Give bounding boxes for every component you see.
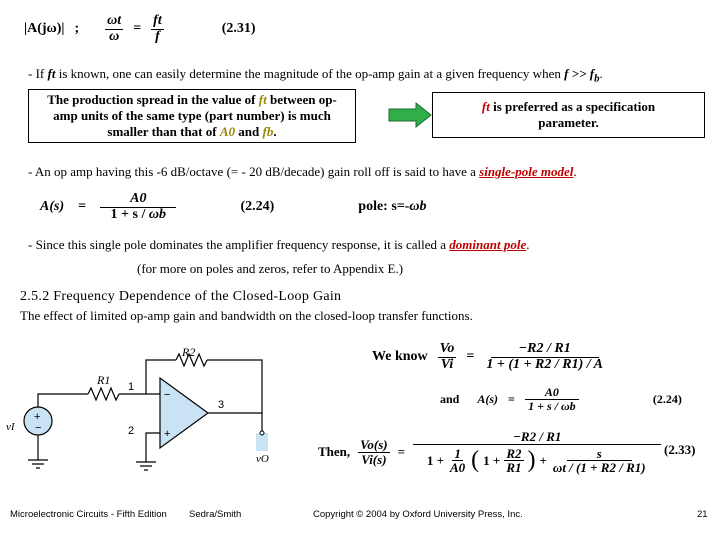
and-equation <box>440 386 682 412</box>
gain-fraction <box>484 342 605 372</box>
footer-copyright: Copyright © 2004 by Oxford University Press, Inc. <box>313 509 523 520</box>
line3-end: . <box>526 237 530 252</box>
frac-num: ωt <box>107 13 122 28</box>
frac-den: f <box>155 28 160 44</box>
vi-label: vI <box>6 421 15 433</box>
box-left-line-3 <box>29 124 355 140</box>
and-lhs: A(s) <box>477 391 499 406</box>
box-left-end: . <box>273 124 277 139</box>
ground-symbol <box>28 460 48 468</box>
frac-num: s <box>567 447 632 462</box>
line2-text: - An op amp having this -6 dB/octave (= - 20 dB/decade) gain roll off is said to have a <box>28 164 476 179</box>
and-eq-number: (2.24) <box>652 391 682 406</box>
then-plus: + <box>539 452 547 468</box>
paren-one: 1 + <box>483 452 501 468</box>
r2-label: R2 <box>182 345 196 359</box>
equals-sign: = <box>133 21 142 37</box>
one-over-a0 <box>448 447 467 475</box>
vo-marker <box>256 433 268 451</box>
s-fraction <box>551 447 648 475</box>
source-plus: + <box>34 411 41 423</box>
box-left-a0: A0 <box>219 124 236 139</box>
eq224-den <box>109 208 168 223</box>
eq224-fraction <box>100 192 176 222</box>
frac-num: ft <box>153 13 162 28</box>
frac-num: Vo <box>439 341 455 356</box>
eq224-lhs: A(s) <box>40 199 65 215</box>
text-line-3 <box>28 237 529 253</box>
node-3-label: 3 <box>218 399 225 411</box>
then-one: 1 + <box>426 452 444 468</box>
box-left-ft: ft <box>258 92 267 107</box>
resistor-r1 <box>88 388 119 400</box>
equation-2-24 <box>40 192 427 222</box>
frac-num: −R2 / R1 <box>413 430 661 445</box>
line2-end: . <box>573 164 577 179</box>
eq-sign: = <box>466 349 475 365</box>
frac-den: A0 <box>449 460 466 476</box>
eq224-num: A0 <box>100 192 176 208</box>
footer-authors: Sedra/Smith <box>189 509 242 520</box>
section-heading: 2.5.2 Frequency Dependence of the Closed-Loop Gain <box>20 289 342 304</box>
single-pole-model: single-pole model <box>479 164 574 179</box>
box-left-text: between op- <box>269 92 337 107</box>
noninverting-sign: + <box>164 428 171 440</box>
and-label: and <box>440 391 460 406</box>
paren-close: ) <box>527 447 536 474</box>
vo-label: vO <box>256 453 269 465</box>
line3-text: - Since this single pole dominates the amplifier frequency response, it is called a <box>28 237 447 252</box>
line1-text: is known, one can easily determine the magnitude of the op-amp gain at a given frequency when <box>58 66 561 81</box>
box-left-line-1 <box>29 92 355 108</box>
box-left-text: smaller than that of <box>107 124 217 139</box>
frac-den: 1 + (1 + R2 / R1) / A <box>486 356 603 372</box>
box-left-line-2: amp units of the same type (part number) is much <box>53 108 331 123</box>
inverting-sign: − <box>164 389 171 401</box>
node-1-label: 1 <box>128 381 135 393</box>
then-denominator <box>425 445 650 475</box>
r2-over-r1 <box>504 447 523 475</box>
equation-2-33-number: (2.33) <box>664 442 696 457</box>
eq224-den-a: 1 + s / <box>110 206 146 222</box>
eq224-number: (2.24) <box>240 199 275 215</box>
output-wire <box>208 413 262 433</box>
r1-label: R1 <box>97 373 111 387</box>
line1-ft: ft <box>47 66 56 81</box>
frac-num: A0 <box>525 386 579 400</box>
box-right-text: is preferred as a specification <box>493 99 656 114</box>
box-left-text: and <box>238 124 260 139</box>
paren-open: ( <box>471 447 480 474</box>
dominant-pole: dominant pole <box>449 237 527 252</box>
eq-lhs: |A(jω)| <box>24 21 65 37</box>
noninv-wire <box>146 433 160 462</box>
eq-separator: ; <box>74 21 80 37</box>
footer-page-number: 21 <box>697 509 708 520</box>
ground-symbol <box>136 462 156 470</box>
frac-num: R2 <box>506 445 522 461</box>
then-label: Then, <box>318 444 351 460</box>
we-know-equation <box>372 342 605 372</box>
fraction-f <box>151 14 164 44</box>
section-subheading: The effect of limited op-amp gain and bandwidth on the closed-loop transfer functions. <box>20 308 473 323</box>
pole-text: pole: s=- <box>358 199 410 215</box>
text-line-1 <box>28 66 603 85</box>
frac-den: Vi <box>440 356 454 372</box>
output-terminal <box>260 431 264 435</box>
input-wire <box>38 394 88 407</box>
eq-sign: = <box>508 391 515 406</box>
equation-number: (2.31) <box>221 21 256 37</box>
equation-2-31 <box>24 14 256 44</box>
node-2-label: 2 <box>128 425 135 437</box>
production-spread-box <box>28 89 356 143</box>
footer-book: Microelectronic Circuits - Fifth Edition <box>10 509 167 520</box>
box-left-fb: fb <box>262 124 274 139</box>
frac-den: Vi(s) <box>361 451 387 467</box>
eq-sign: = <box>397 444 406 460</box>
pole-value: ωb <box>409 199 427 215</box>
fraction-omega <box>105 14 123 44</box>
then-equation <box>318 430 661 475</box>
and-fraction <box>525 386 579 412</box>
feedback-wire-right <box>207 360 262 413</box>
then-lhs-fraction <box>358 438 389 466</box>
box-right-ft: ft <box>481 99 490 114</box>
box-right-line-2: parameter. <box>538 115 599 130</box>
we-know-label: We know <box>372 349 428 365</box>
frac-den: R1 <box>506 460 522 476</box>
frac-den: 1 + s / ωb <box>528 398 576 413</box>
frac-num: 1 <box>454 445 461 461</box>
right-arrow-icon <box>388 102 432 128</box>
line1-cond: f >> f <box>564 66 595 81</box>
then-rhs-fraction <box>413 430 661 475</box>
frac-num: −R2 / R1 <box>491 342 599 358</box>
vo-vi-fraction <box>438 342 457 372</box>
circuit-diagram <box>0 338 300 480</box>
line1-prefix: - If <box>28 66 45 81</box>
text-line-4: (for more on poles and zeros, refer to Appendix E.) <box>137 261 404 276</box>
preferred-parameter-box <box>432 92 705 138</box>
pole-label <box>358 199 426 215</box>
box-left-text: The production spread in the value of <box>47 92 256 107</box>
source-minus: − <box>35 422 42 434</box>
box-right-line-1 <box>433 99 704 115</box>
line1-sub: b <box>594 72 600 85</box>
frac-den: ω <box>109 28 120 44</box>
eq224-den-b: ωb <box>148 206 166 222</box>
line1-end: . <box>599 66 603 81</box>
eq224-eq: = <box>78 199 87 215</box>
text-line-2 <box>28 164 577 180</box>
frac-num: Vo(s) <box>360 437 388 453</box>
frac-den: ωt / (1 + R2 / R1) <box>552 460 646 476</box>
